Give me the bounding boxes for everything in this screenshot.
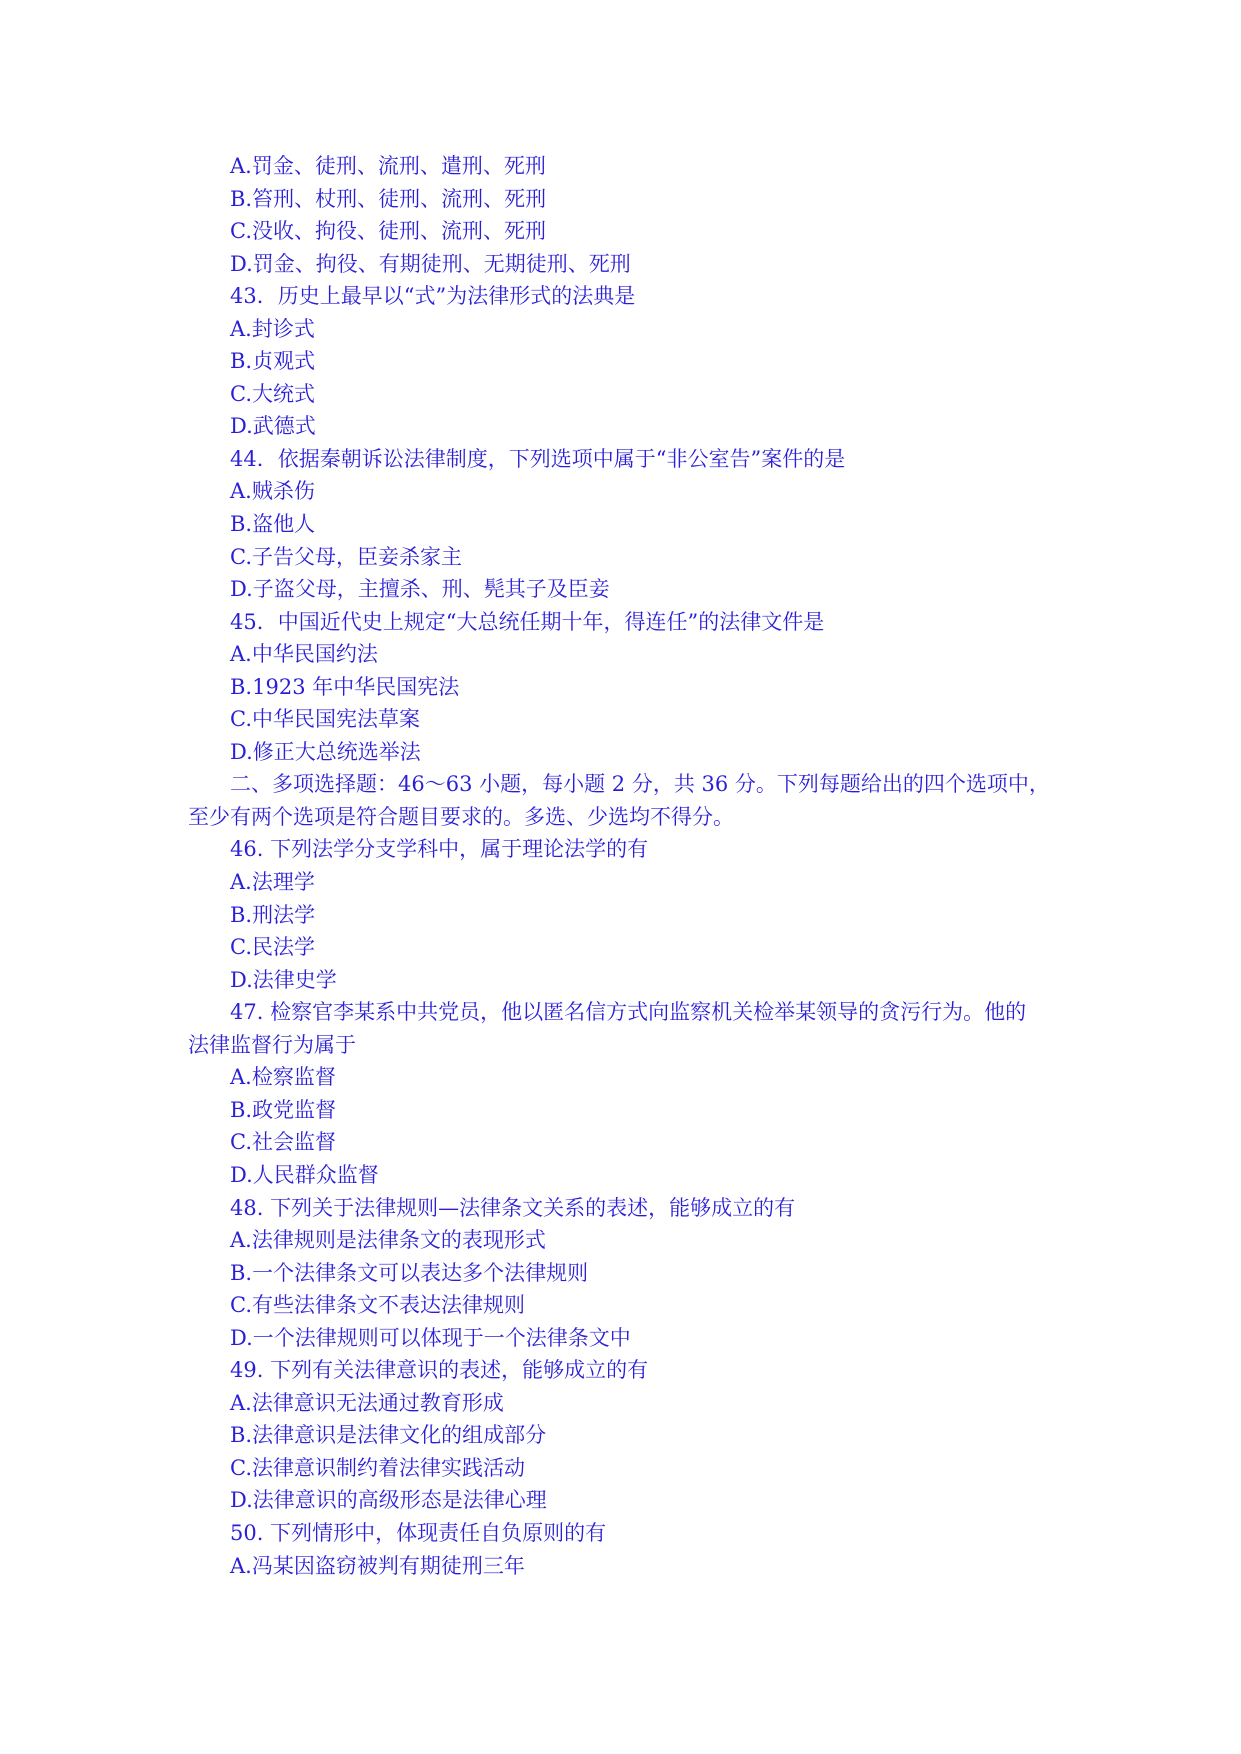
option-47-b: B.政党监督 bbox=[230, 1097, 337, 1122]
option-44-b: B.盗他人 bbox=[230, 512, 316, 537]
option-50-a: A.冯某因盗窃被判有期徒刑三年 bbox=[230, 1553, 525, 1578]
option-47-d: D.人民群众监督 bbox=[230, 1162, 379, 1187]
option-49-c: C.法律意识制约着法律实践活动 bbox=[230, 1455, 525, 1480]
option-48-b: B.一个法律条文可以表达多个法律规则 bbox=[230, 1260, 589, 1285]
option-44-a: A.贼杀伤 bbox=[230, 479, 315, 504]
question-50: 50. 下列情形中，体现责任自负原则的有 bbox=[230, 1520, 607, 1545]
option-48-d: D.一个法律规则可以体现于一个法律条文中 bbox=[230, 1325, 631, 1350]
option-44-c: C.子告父母，臣妾杀家主 bbox=[230, 544, 462, 569]
option-47-a: A.检察监督 bbox=[230, 1065, 336, 1090]
option-46-a: A.法理学 bbox=[230, 870, 315, 895]
option-49-d: D.法律意识的高级形态是法律心理 bbox=[230, 1488, 547, 1513]
option-47-c: C.社会监督 bbox=[230, 1130, 336, 1155]
option-43-b: B.贞观式 bbox=[230, 349, 316, 374]
question-46: 46. 下列法学分支学科中，属于理论法学的有 bbox=[230, 837, 649, 862]
question-49: 49. 下列有关法律意识的表述，能够成立的有 bbox=[230, 1358, 649, 1383]
question-45: 45．中国近代史上规定“大总统任期十年，得连任”的法律文件是 bbox=[230, 609, 825, 634]
option-45-b: B.1923 年中华民国宪法 bbox=[230, 674, 460, 699]
option-46-d: D.法律史学 bbox=[230, 967, 337, 992]
option-43-a: A.封诊式 bbox=[230, 316, 315, 341]
question-44: 44．依据秦朝诉讼法律制度，下列选项中属于“非公室告”案件的是 bbox=[230, 446, 846, 471]
section-heading: 二、多项选择题：46～63 小题，每小题 2 分，共 36 分。下列每题给出的四个选项中， bbox=[230, 772, 1050, 797]
option-49-b: B.法律意识是法律文化的组成部分 bbox=[230, 1423, 547, 1448]
option-42-c: C.没收、拘役、徒刑、流刑、死刑 bbox=[230, 219, 546, 244]
option-46-c: C.民法学 bbox=[230, 935, 315, 960]
option-45-a: A.中华民国约法 bbox=[230, 642, 378, 667]
option-42-a: A.罚金、徒刑、流刑、遣刑、死刑 bbox=[230, 154, 546, 178]
option-49-a: A.法律意识无法通过教育形成 bbox=[230, 1390, 504, 1415]
option-43-d: D.武德式 bbox=[230, 414, 316, 439]
question-48: 48. 下列关于法律规则—法律条文关系的表述，能够成立的有 bbox=[230, 1195, 796, 1220]
option-48-a: A.法律规则是法律条文的表现形式 bbox=[230, 1228, 546, 1253]
question-47: 47. 检察官李某系中共党员，他以匿名信方式向监察机关检举某领导的贪污行为。他的 bbox=[230, 1000, 1027, 1025]
document-body bbox=[188, 150, 1088, 1582]
option-45-d: D.修正大总统选举法 bbox=[230, 739, 421, 764]
option-42-d: D.罚金、拘役、有期徒刑、无期徒刑、死刑 bbox=[230, 251, 631, 276]
option-42-b: B.笞刑、杖刑、徒刑、流刑、死刑 bbox=[230, 186, 547, 211]
question-47-continued: 法律监督行为属于 bbox=[188, 1032, 356, 1057]
question-43: 43．历史上最早以“式”为法律形式的法典是 bbox=[230, 284, 636, 309]
option-48-c: C.有些法律条文不表达法律规则 bbox=[230, 1293, 525, 1318]
section-heading-continued: 至少有两个选项是符合题目要求的。多选、少选均不得分。 bbox=[188, 804, 734, 829]
option-44-d: D.子盗父母，主擅杀、刑、髡其子及臣妾 bbox=[230, 577, 610, 602]
option-43-c: C.大统式 bbox=[230, 381, 315, 406]
option-45-c: C.中华民国宪法草案 bbox=[230, 707, 420, 732]
option-46-b: B.刑法学 bbox=[230, 902, 316, 927]
